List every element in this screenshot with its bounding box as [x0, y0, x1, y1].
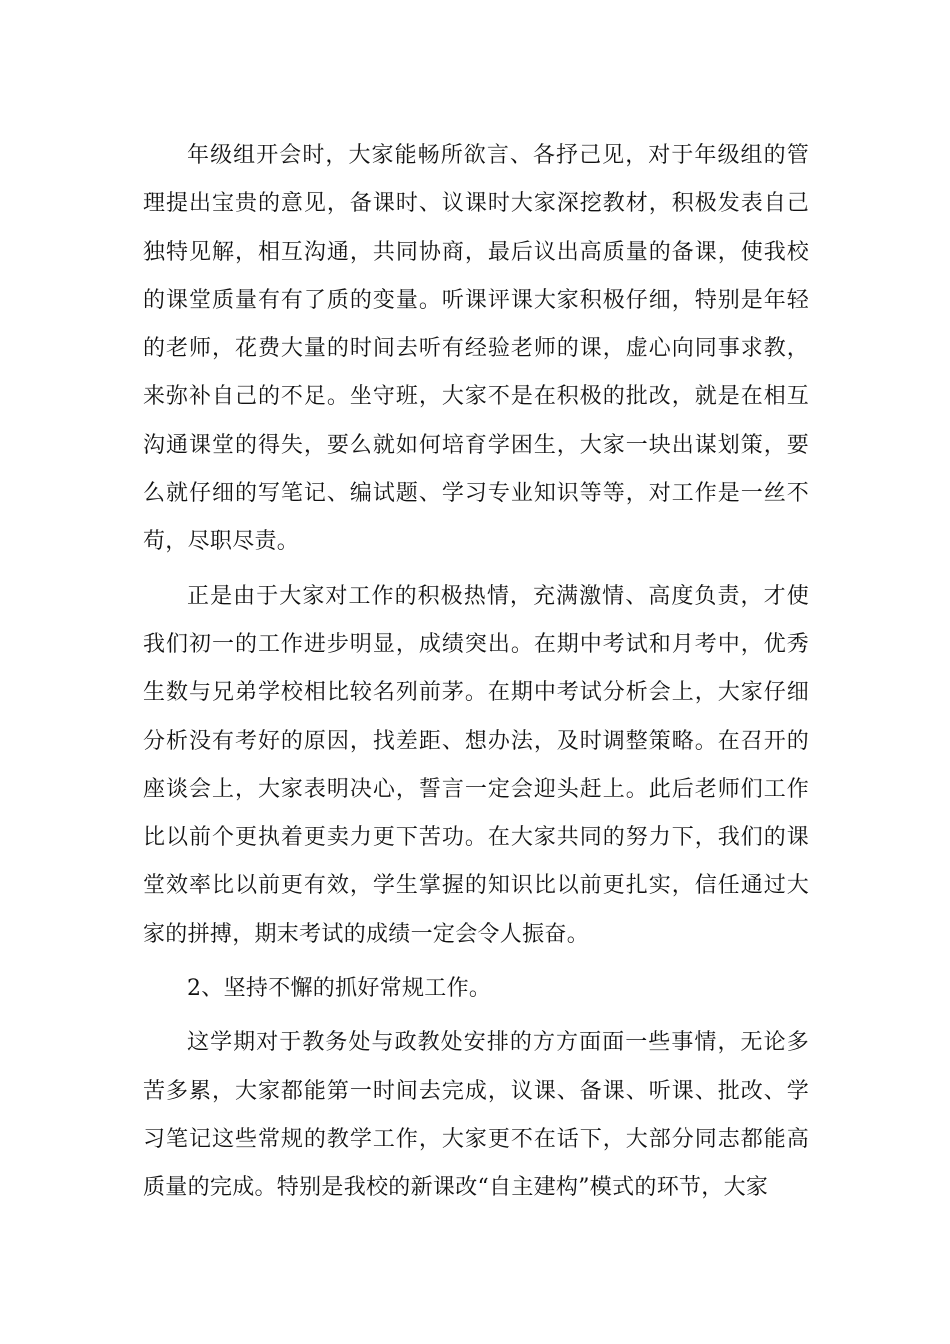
- paragraph-work-enthusiasm: 正是由于大家对工作的积极热情，充满激情、高度负责，才使我们初一的工作进步明显，成绩突出。在期中考试和月考中，优秀生数与兄弟学校相比较名列前茅。在期中考试分析会上，大家仔细分析没有考好的原因，找差距、想办法，及时调整策略。在召开的座谈会上，大家表明决心，誓言一定会迎头赶上。此后老师们工作比以前个更执着更卖力更下苦功。在大家共同的努力下，我们的课堂效率比以前更有效，学生掌握的知识比以前更扎实，信任通过大家的拼搏，期末考试的成绩一定会令人振奋。: [143, 583, 809, 947]
- document-body: [143, 132, 809, 1219]
- section-heading-routine-work: 2、坚持不懈的抓好常规工作。: [187, 976, 492, 1002]
- paragraph-grade-meeting: 年级组开会时，大家能畅所欲言、各抒己见，对于年级组的管理提出宝贵的意见，备课时、议课时大家深挖教材，积极发表自己独特见解，相互沟通，共同协商，最后议出高质量的备课，使我校的课堂质量有有了质的变量。听课评课大家积极仔细，特别是年轻的老师，花费大量的时间去听有经验老师的课，虚心向同事求教，来弥补自己的不足。坐守班，大家不是在积极的批改，就是在相互沟通课堂的得失，要么就如何培育学困生，大家一块出谋划策，要么就仔细的写笔记、编试题、学习专业知识等等，对工作是一丝不苟，尽职尽责。: [143, 143, 809, 555]
- paragraph-routine-tasks: 这学期对于教务处与政教处安排的方方面面一些事情，无论多苦多累，大家都能第一时间去完成，议课、备课、听课、批改、学习笔记这些常规的教学工作，大家更不在话下，大部分同志都能高质量的完成。特别是我校的新课改“自主建构”模式的环节，大家: [143, 1030, 809, 1201]
